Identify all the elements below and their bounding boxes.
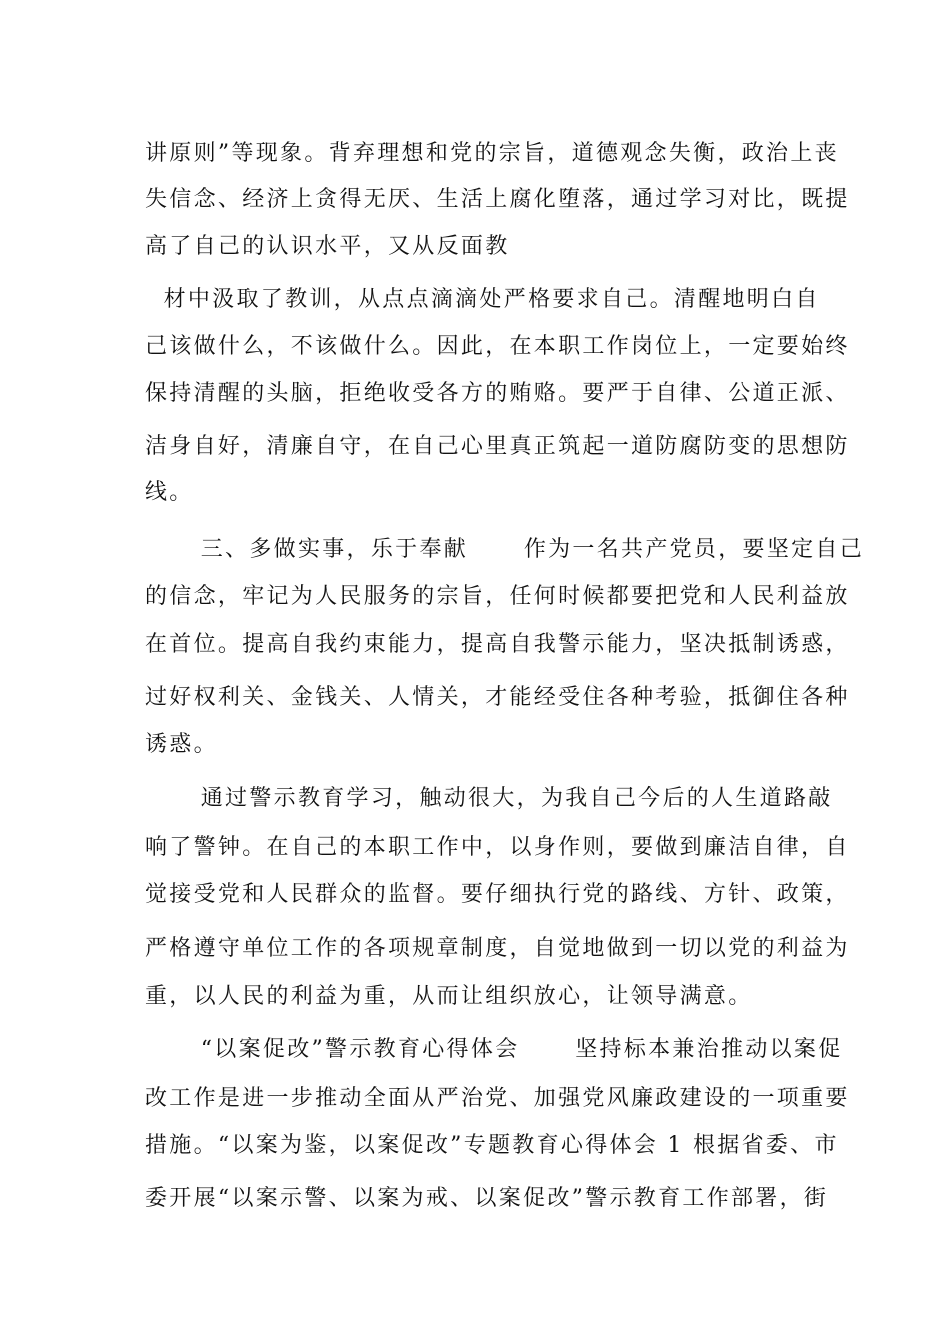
text-line: 过好权利关、金钱关、人情关，才能经受住各种考验，抵御住各种 <box>145 685 850 710</box>
text-line: “以案促改”警示教育心得体会 坚持标本兼治推动以案促 <box>145 1037 843 1062</box>
text-line: 材中汲取了教训，从点点滴滴处严格要求自己。清醒地明白自 <box>145 287 820 312</box>
text-line: 高了自己的认识水平，又从反面教 <box>145 234 510 259</box>
text-line: 失信念、经济上贪得无厌、生活上腐化堕落，通过学习对比，既提 <box>145 187 850 212</box>
text-line: 觉接受党和人民群众的监督。要仔细执行党的路线、方针、政策， <box>145 882 850 907</box>
text-line: 洁身自好，清廉自守，在自己心里真正筑起一道防腐防变的思想防 <box>145 434 850 459</box>
text-line: 的信念，牢记为人民服务的宗旨，任何时候都要把党和人民利益放 <box>145 584 850 609</box>
text-line: 三、多做实事，乐于奉献 作为一名共产党员，要坚定自己 <box>145 537 865 562</box>
text-line: 诱惑。 <box>145 732 218 757</box>
text-line: 响了警钟。在自己的本职工作中，以身作则，要做到廉洁自律，自 <box>145 835 850 860</box>
text-line: 措施。“以案为鉴，以案促改”专题教育心得体会 1 根据省委、市 <box>145 1133 839 1158</box>
text-line: 改工作是进一步推动全面从严治党、加强党风廉政建设的一项重要 <box>145 1086 850 1111</box>
text-line: 己该做什么，不该做什么。因此，在本职工作岗位上，一定要始终 <box>145 334 850 359</box>
text-line: 重，以人民的利益为重，从而让组织放心，让领导满意。 <box>145 984 753 1009</box>
text-line: 严格遵守单位工作的各项规章制度，自觉地做到一切以党的利益为 <box>145 936 850 961</box>
text-line: 通过警示教育学习，触动很大，为我自己今后的人生道路敲 <box>145 786 833 811</box>
text-line: 委开展“以案示警、以案为戒、以案促改”警示教育工作部署，街 <box>145 1186 829 1211</box>
text-line: 保持清醒的头脑，拒绝收受各方的贿赂。要严于自律、公道正派、 <box>145 381 850 406</box>
text-line: 线。 <box>145 480 194 505</box>
text-line: 在首位。提高自我约束能力，提高自我警示能力，坚决抵制诱惑， <box>145 632 850 657</box>
text-line: 讲原则”等现象。背弃理想和党的宗旨，道德观念失衡，政治上丧 <box>145 141 839 166</box>
